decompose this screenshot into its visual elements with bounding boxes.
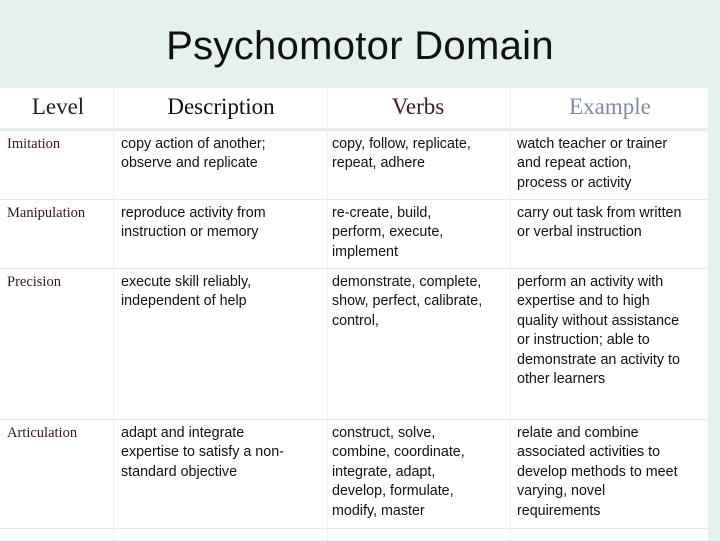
row-verbs: copy, follow, replicate, repeat, adhere: [332, 136, 471, 172]
row-verbs: re-create, build, perform, execute, implement: [332, 205, 444, 260]
header-description: Description: [167, 94, 275, 119]
table-row: [0, 419, 708, 528]
header-verbs: Verbs: [391, 94, 445, 119]
row-example: perform an activity with expertise and to high quality without assistance or instruction; able to demonstrate an activity to other learners: [517, 274, 680, 388]
column-divider: [510, 88, 511, 540]
header-example: Example: [569, 94, 651, 119]
row-level: Imitation: [7, 136, 61, 152]
row-level: Manipulation: [7, 205, 86, 221]
row-level: Articulation: [7, 425, 78, 441]
background-strip: [708, 88, 720, 540]
column-divider: [327, 88, 328, 540]
row-example: carry out task from written or verbal instruction: [517, 205, 682, 241]
table-row-cut: [0, 528, 708, 541]
row-example: watch teacher or trainer and repeat action, process or activity: [517, 136, 668, 191]
page-title: Psychomotor Domain: [166, 24, 554, 68]
row-description: copy action of another; observe and replicate: [121, 136, 266, 172]
row-verbs: demonstrate, complete, show, perfect, calibrate, control,: [332, 274, 483, 329]
header-level: Level: [31, 94, 85, 119]
table-row: [0, 268, 708, 419]
domain-table: [0, 130, 708, 540]
table-row: [0, 130, 708, 199]
column-divider: [113, 88, 114, 540]
table-row: [0, 199, 708, 268]
row-example: relate and combine associated activities to develop methods to meet varying, novel requirements: [517, 425, 678, 519]
row-description: reproduce activity from instruction or memory: [121, 205, 266, 241]
row-description: adapt and integrate expertise to satisfy a non- standard objective: [121, 425, 284, 480]
row-verbs: construct, solve, combine, coordinate, integrate, adapt, develop, formulate, modify, master: [332, 425, 465, 519]
row-description: execute skill reliably, independent of help: [121, 274, 252, 310]
row-level: Precision: [7, 274, 61, 290]
table-header: [0, 88, 708, 128]
